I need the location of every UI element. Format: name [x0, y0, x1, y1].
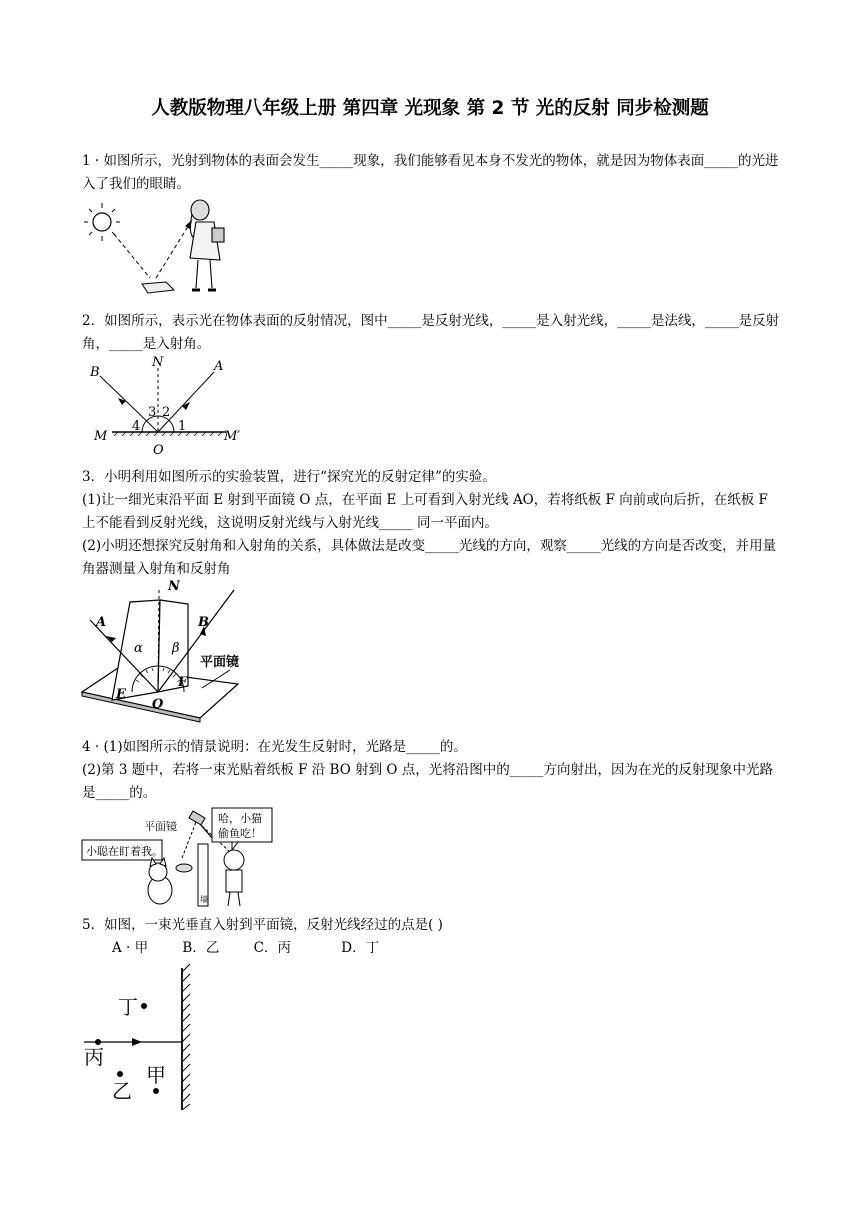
choice-c[interactable]: C．丙 — [253, 940, 291, 956]
q2-figure — [86, 356, 246, 460]
q5-label-jia: 甲 — [146, 1063, 166, 1087]
q2-label-o: O — [153, 443, 164, 458]
page-title: 人教版物理八年级上册 第四章 光现象 第 2 节 光的反射 同步检测题 — [151, 98, 709, 119]
question-3-part-1: (1)让一细光束沿平面 E 射到平面镜 O 点，在平面 E 上可看到入射光线 AO，若将纸板 F 向前或向后折，在纸板 F 上不能看到反射光线，这说明反射光线与入射光线_____ 同一平面内。 — [82, 492, 768, 531]
q5-label-yi: 乙 — [112, 1079, 132, 1103]
question-3-stem: 3．小明利用如图所示的实验装置，进行“探究光的反射定律”的实验。 — [82, 469, 496, 485]
q4-bubble-line-2: 偷鱼吃！ — [218, 827, 262, 840]
question-3-part-2: (2)小明还想探究反射角和入射角的关系，具体做法是改变_____光线的方向，观察_____光线的方向是否改变，并用量角器测量入射角和反射角 — [82, 538, 777, 577]
q3-label-a: A — [96, 615, 107, 630]
point-yi — [117, 1071, 123, 1077]
question-2-text: 2．如图所示，表示光在物体表面的反射情况，图中_____是反射光线，_____是入射光线，_____是法线，_____是反射角，_____是入射角。 — [82, 313, 780, 352]
choice-d[interactable]: D．丁 — [341, 940, 380, 956]
choice-a[interactable]: A · 甲 — [112, 940, 149, 956]
q2-label-m: M — [94, 429, 108, 444]
boy-icon — [224, 850, 244, 906]
q3-label-e: E — [116, 687, 126, 702]
q5-label-bing: 丙 — [84, 1045, 104, 1069]
q3-label-mirror: 平面镜 — [200, 655, 240, 670]
girl-icon — [190, 200, 224, 290]
q2-angle-1: 1 — [178, 419, 187, 434]
question-4-part-1: 4 · (1)如图所示的情景说明：在光发生反射时，光路是_____的。 — [82, 739, 467, 755]
q2-label-m-prime: M′ — [224, 429, 241, 444]
choice-b[interactable]: B．乙 — [182, 940, 220, 956]
question-5-text: 5．如图，一束光垂直入射到平面镜，反射光线经过的点是( ) — [82, 917, 443, 933]
q5-label-ding: 丁 — [118, 995, 138, 1019]
q3-figure — [82, 580, 252, 720]
q2-angle-2: 2 — [162, 405, 171, 420]
q3-label-b: B — [198, 615, 209, 630]
question-4-part-2: (2)第 3 题中，若将一束光贴着纸板 F 沿 BO 射到 O 点，光将沿图中的_____方向射出，因为在光的反射现象中光路是_____的。 — [82, 762, 773, 801]
book-icon — [142, 282, 174, 293]
q4-cat-text: 小聪在盯着我。 — [86, 845, 163, 858]
q3-label-o: O — [152, 697, 164, 712]
q3-label-alpha: α — [134, 641, 143, 656]
q1-figure — [84, 198, 244, 300]
point-jia — [153, 1088, 159, 1094]
q5-figure — [82, 964, 212, 1114]
cat-icon — [148, 858, 192, 904]
q4-figure — [82, 808, 278, 910]
point-ding — [141, 1003, 147, 1009]
q4-label-wall: 墙 — [200, 895, 208, 904]
q4-bubble-line-1: 哈，小猫 — [218, 812, 262, 825]
q3-label-n: N — [168, 579, 180, 594]
question-5-choices — [112, 937, 812, 960]
q2-label-n: N — [152, 355, 164, 370]
question-1-text: 1 · 如图所示，光射到物体的表面会发生_____现象，我们能够看见本身不发光的物体，就是因为物体表面_____的光进入了我们的眼睛。 — [82, 153, 779, 192]
q2-label-b: B — [90, 365, 100, 380]
mirror-icon — [189, 811, 212, 838]
q3-label-f: F — [178, 675, 188, 690]
q2-angle-4: 4 — [132, 419, 141, 434]
q4-label-mirror: 平面镜 — [144, 820, 177, 833]
q2-angle-3: 3 — [148, 405, 157, 420]
q3-label-beta: β — [172, 641, 180, 656]
q2-label-a: A — [214, 359, 224, 374]
